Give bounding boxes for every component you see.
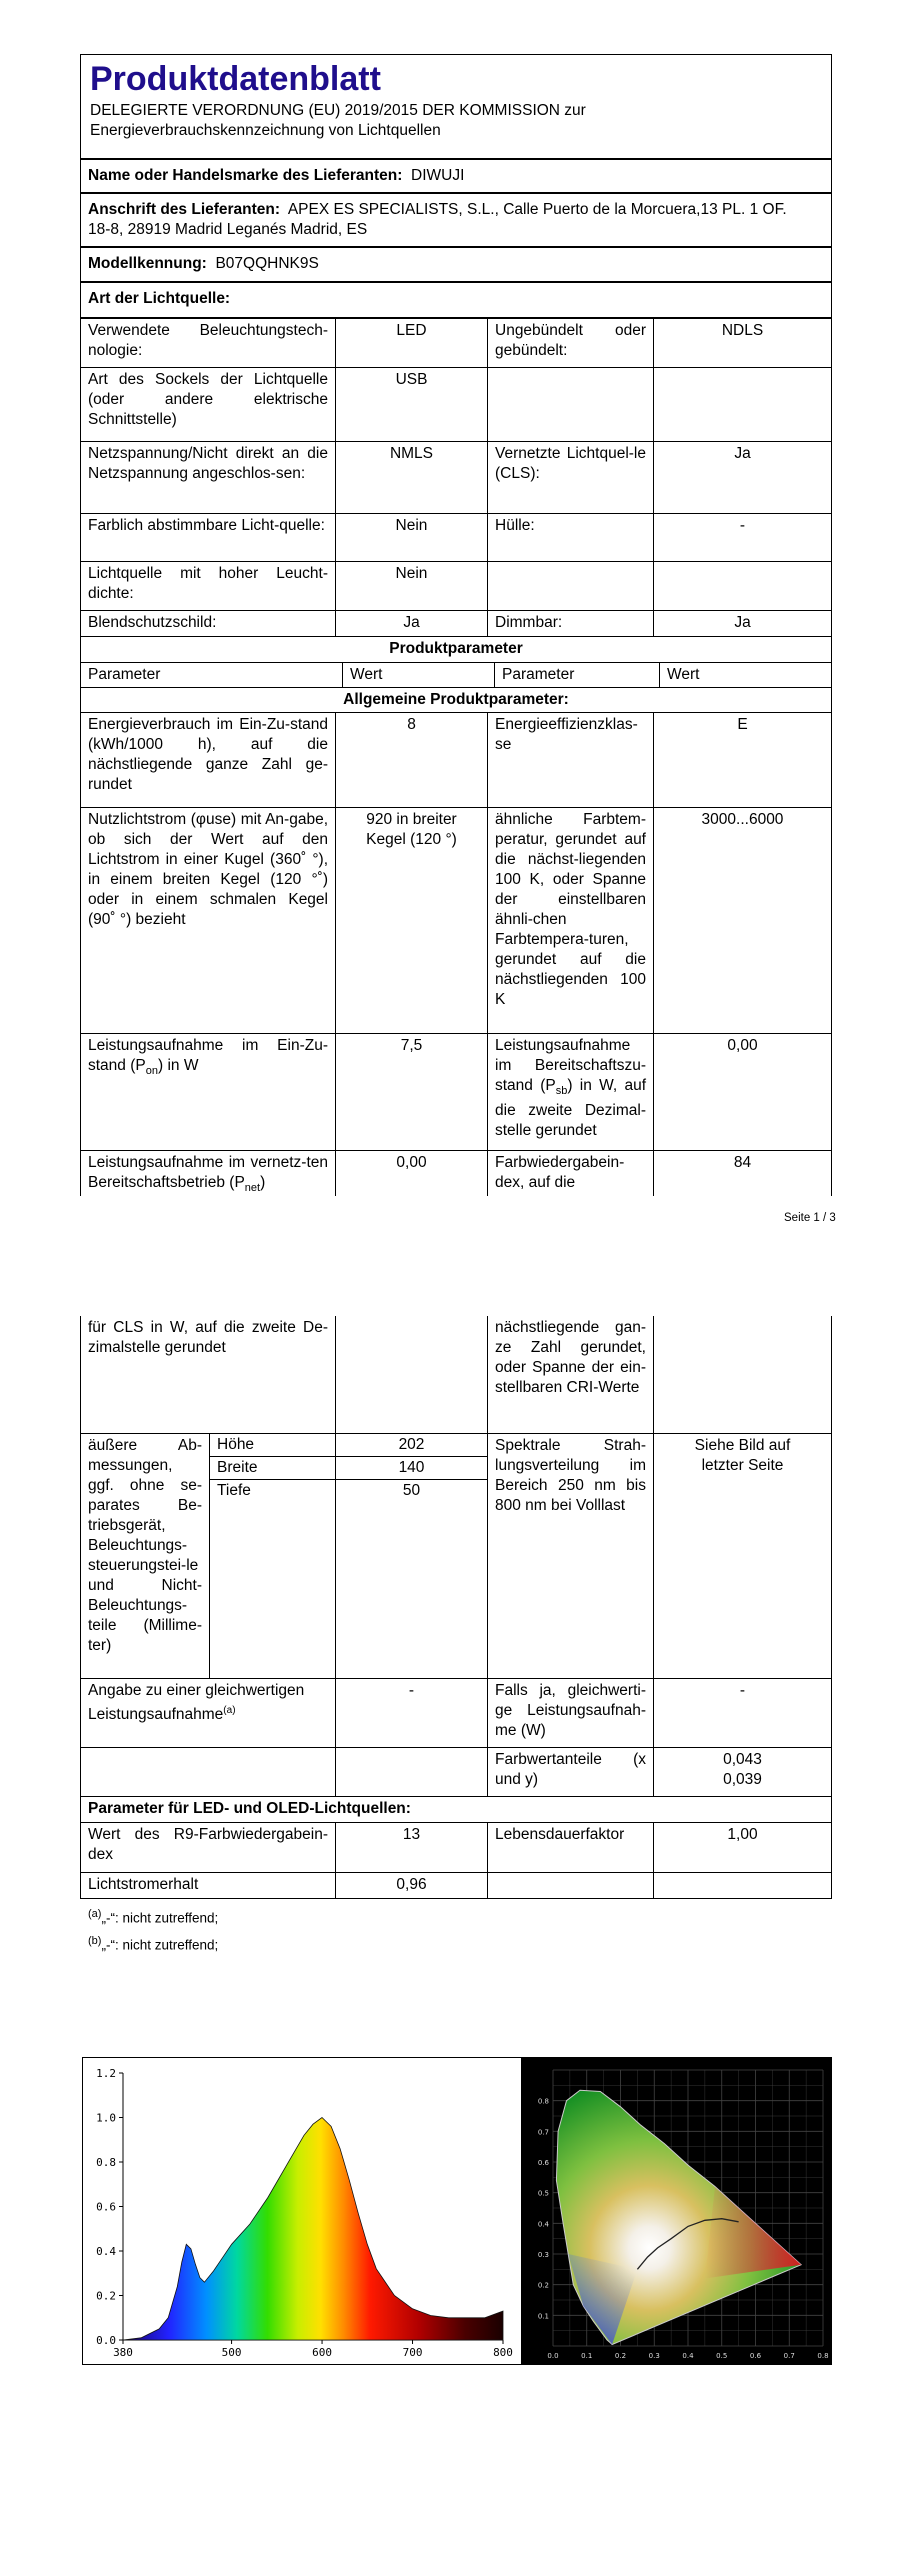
chromaticity-y: 0,039 <box>723 1771 762 1788</box>
cri-value-cont <box>653 1316 832 1434</box>
equivalent-watts-label: Falls ja, gleichwerti-ge Leistungsaufnah-me (W) <box>487 1678 654 1748</box>
model-value: B07QQHNK9S <box>215 255 319 272</box>
product-parameters-heading: Produktparameter <box>80 636 832 663</box>
cie-red-region <box>705 2187 801 2279</box>
cie-chart <box>523 2058 831 2364</box>
power-on-label-b: ) in W <box>157 1057 199 1074</box>
flux-value: 920 in breiter Kegel (120 °) <box>335 807 488 1034</box>
networked-standby-label-a: Leistungsaufnahme im vernetz-ten Bereitschaftsbetrieb (P <box>88 1154 328 1191</box>
r9-value: 13 <box>335 1822 488 1873</box>
cie-y-tick-label: 0.7 <box>537 2128 549 2137</box>
spectrum-y-tick-label: 0.2 <box>96 2289 116 2303</box>
dimmable-label: Dimmbar: <box>487 610 654 637</box>
footnote-b-marker: (b) <box>88 1935 102 1947</box>
cie-x-tick-label: 0.6 <box>749 2352 762 2360</box>
spectrum-y-tick-label: 0.0 <box>96 2334 116 2347</box>
cie-x-tick-label: 0.7 <box>783 2352 795 2360</box>
flux-label: Nutzlichtstrom (φuse) mit An-gabe, ob sich der Wert auf den Lichtstrom in einer Kugel (360˚ °), in einem breiten Kegel (120 °˚) oder in einem schmalen Kegel (90˚ °) bezieht <box>80 807 336 1034</box>
width-label: Breite <box>209 1456 336 1480</box>
high-luminance-label: Lichtquelle mit hoher Leucht-dichte: <box>80 561 336 611</box>
socket-empty-value <box>653 367 832 442</box>
spectrum-y-tick-label: 0.8 <box>96 2156 116 2169</box>
lumen-maintenance-value: 0,96 <box>335 1872 488 1899</box>
cct-value: 3000...6000 <box>653 807 832 1034</box>
power-on-label-a: Leistungsaufnahme im Ein-Zu-stand (P <box>88 1037 328 1074</box>
spectral-label: Spektrale Strah-lungsverteilung im Bereich 250 nm bis 800 nm bei Volllast <box>487 1433 654 1679</box>
lumen-empty-value <box>653 1872 832 1899</box>
col-header-value-2: Wert <box>659 662 832 688</box>
tech-label: Verwendete Beleuchtungstech-nologie: <box>80 318 336 368</box>
cie-x-ticks <box>547 2352 828 2360</box>
led-parameters-heading: Parameter für LED- und OLED-Lichtquellen: <box>80 1796 832 1823</box>
footnote-b <box>88 1932 218 1955</box>
equivalent-watts-value: - <box>653 1678 832 1748</box>
cie-x-tick-label: 0.1 <box>581 2352 593 2360</box>
spectrum-area <box>123 2118 503 2341</box>
high-luminance-empty-label <box>487 561 654 611</box>
r9-label: Wert des R9-Farbwiedergabein-dex <box>80 1822 336 1873</box>
survival-factor-value: 1,00 <box>653 1822 832 1873</box>
cie-y-tick-label: 0.8 <box>537 2097 549 2106</box>
high-luminance-value: Nein <box>335 561 488 611</box>
energy-class-value: E <box>653 712 832 808</box>
mains-value: NMLS <box>335 441 488 514</box>
spectral-value: Siehe Bild auf letzter Seite <box>653 1433 832 1679</box>
general-parameters-heading: Allgemeine Produktparameter: <box>80 687 832 713</box>
standby-label <box>487 1033 654 1151</box>
mains-label: Netzspannung/Nicht direkt an die Netzspannung angeschlos-sen: <box>80 441 336 514</box>
spectrum-chart-frame <box>82 2057 522 2365</box>
cie-chart-frame <box>522 2057 832 2365</box>
subtitle-line-2: Energieverbrauchskennzeichnung von Lichtquellen <box>90 122 441 139</box>
cie-y-tick-label: 0.1 <box>537 2312 549 2321</box>
networked-standby-label-cont: für CLS in W, auf die zweite De-zimalstelle gerundet <box>80 1316 336 1434</box>
spectrum-y-ticks <box>96 2067 123 2347</box>
footnote-a <box>88 1905 218 1928</box>
supplier-address-label: Anschrift des Lieferanten: <box>88 201 281 218</box>
power-on-label <box>80 1033 336 1151</box>
spectrum-y-tick-label: 1.2 <box>96 2067 116 2080</box>
supplier-address-value: APEX ES SPECIALISTS, S.L., Calle Puerto de la Morcuera,13 PL. 1 OF. <box>287 201 787 218</box>
power-on-value: 7,5 <box>335 1033 488 1151</box>
equivalent-power-label-text: Angabe zu einer gleichwertigen Leistungsaufnahme <box>88 1682 305 1724</box>
antiglare-label: Blendschutzschild: <box>80 610 336 637</box>
tunable-label: Farblich abstimmbare Licht-quelle: <box>80 513 336 562</box>
col-header-value-1: Wert <box>342 662 495 688</box>
chromaticity-value <box>653 1747 832 1797</box>
spectrum-x-tick-label: 700 <box>402 2346 423 2359</box>
col-header-param-1: Parameter <box>80 662 343 688</box>
standby-label-a: Leistungsaufnahme im Bereitschaftszu-stand (P <box>495 1037 646 1094</box>
spectrum-y-tick-label: 1.0 <box>96 2111 116 2125</box>
chromaticity-empty-label <box>80 1747 336 1797</box>
model-label: Modellkennung: <box>88 255 207 272</box>
spectrum-x-tick-label: 800 <box>493 2346 513 2359</box>
cct-label: ähnliche Farbtem-peratur, gerundet auf die nächst-liegenden 100 K, oder Spanne der einstellbaren ähnli-chen Farbtempera-turen, gerundet auf die nächstliegenden 100 K <box>487 807 654 1034</box>
equivalent-power-sup: (a) <box>223 1705 236 1716</box>
supplier-address-row <box>80 193 832 247</box>
cie-y-ticks <box>538 2098 550 2321</box>
standby-value: 0,00 <box>653 1033 832 1151</box>
header-block <box>80 54 832 159</box>
cie-y-tick-label: 0.2 <box>537 2281 549 2290</box>
envelope-label: Hülle: <box>487 513 654 562</box>
width-value: 140 <box>335 1456 488 1480</box>
energy-label: Energieverbrauch im Ein-Zu-stand (kWh/1000 h), auf die nächstliegende ganze Zahl ge-rundet <box>80 712 336 808</box>
socket-empty-label <box>487 367 654 442</box>
survival-factor-label: Lebensdauerfaktor <box>487 1822 654 1873</box>
spectrum-x-tick-label: 380 <box>113 2346 133 2359</box>
equivalent-power-label <box>80 1678 336 1748</box>
model-row <box>80 247 832 282</box>
depth-value: 50 <box>335 1479 488 1679</box>
spectrum-x-tick-label: 600 <box>312 2346 332 2359</box>
cie-x-tick-label: 0.4 <box>682 2352 694 2360</box>
spectrum-y-tick-label: 0.6 <box>96 2200 116 2214</box>
cie-y-tick-label: 0.6 <box>537 2159 549 2167</box>
cie-y-tick-label: 0.3 <box>537 2251 549 2259</box>
col-header-param-2: Parameter <box>494 662 660 688</box>
cri-value: 84 <box>653 1150 832 1196</box>
subtitle-line-1: DELEGIERTE VERORDNUNG (EU) 2019/2015 DER KOMMISSION zur <box>90 102 586 119</box>
cie-y-tick-label: 0.4 <box>537 2220 549 2229</box>
supplier-name-label: Name oder Handelsmarke des Lieferanten: <box>88 167 403 184</box>
cie-x-tick-label: 0.3 <box>648 2352 660 2360</box>
chromaticity-empty-value <box>335 1747 488 1797</box>
lumen-maintenance-label: Lichtstromerhalt <box>80 1872 336 1899</box>
equivalent-power-value: - <box>335 1678 488 1748</box>
height-label: Höhe <box>209 1433 336 1457</box>
cie-x-tick-label: 0.5 <box>716 2352 728 2360</box>
high-luminance-empty-value <box>653 561 832 611</box>
cri-label: Farbwiedergabein-dex, auf die <box>487 1150 654 1196</box>
cie-y-tick-label: 0.5 <box>537 2189 549 2198</box>
nondirectional-value: NDLS <box>653 318 832 368</box>
chromaticity-label: Farbwertanteile (x und y) <box>487 1747 654 1797</box>
networked-standby-label <box>80 1150 336 1196</box>
networked-standby-value: 0,00 <box>335 1150 488 1196</box>
cie-x-tick-label: 0.0 <box>547 2352 559 2360</box>
tech-value: LED <box>335 318 488 368</box>
footnote-a-marker: (a) <box>88 1908 102 1920</box>
spectrum-y-tick-label: 0.4 <box>96 2245 116 2258</box>
networked-standby-value-cont <box>335 1316 488 1434</box>
nondirectional-label: Ungebündelt oder gebündelt: <box>487 318 654 368</box>
page-1-footer: Seite 1 / 3 <box>784 1212 836 1224</box>
dimmable-value: Ja <box>653 610 832 637</box>
antiglare-value: Ja <box>335 610 488 637</box>
lumen-empty-label <box>487 1872 654 1899</box>
footnote-a-text: „-“: nicht zutreffend; <box>101 1910 219 1926</box>
cie-x-tick-label: 0.2 <box>614 2352 627 2360</box>
chromaticity-x: 0,043 <box>723 1751 762 1768</box>
connected-label: Vernetzte Lichtquel-le (CLS): <box>487 441 654 514</box>
spectrum-x-tick-label: 500 <box>221 2346 242 2359</box>
dimensions-label: äußere Ab-messungen, ggf. ohne se-parates Be-triebsgerät, Beleuchtungs-steuerungstei-le und Nicht-Beleuchtungs-teile (Millime-ter) <box>80 1433 210 1679</box>
supplier-name-row <box>80 159 832 193</box>
tunable-value: Nein <box>335 513 488 562</box>
networked-standby-sub: net <box>244 1182 261 1195</box>
page-title: Produktdatenblatt <box>90 60 381 98</box>
depth-label: Tiefe <box>209 1479 336 1679</box>
envelope-value: - <box>653 513 832 562</box>
standby-label-b: ) in W, auf die zweite Dezimal-stelle gerundet <box>495 1077 646 1140</box>
power-on-sub: on <box>145 1065 158 1078</box>
height-value: 202 <box>335 1433 488 1457</box>
energy-value: 8 <box>335 712 488 808</box>
connected-value: Ja <box>653 441 832 514</box>
networked-standby-label-b: ) <box>260 1174 266 1191</box>
socket-value: USB <box>335 367 488 442</box>
cie-x-tick-label: 0.8 <box>817 2352 829 2360</box>
light-source-type-heading: Art der Lichtquelle: <box>80 282 832 318</box>
energy-class-label: Energieeffizienzklas-se <box>487 712 654 808</box>
supplier-address-line2: 18-8, 28919 Madrid Leganés Madrid, ES <box>88 221 368 238</box>
footnote-b-text: „-“: nicht zutreffend; <box>101 1937 219 1953</box>
standby-sub: sb <box>555 1085 568 1098</box>
spectrum-chart <box>83 2058 521 2364</box>
socket-label: Art des Sockels der Lichtquelle (oder andere elektrische Schnittstelle) <box>80 367 336 442</box>
cri-label-cont: nächstliegende gan-ze Zahl gerundet, oder Spanne der ein-stellbaren CRI-Werte <box>487 1316 654 1434</box>
supplier-name-value: DIWUJI <box>411 167 465 184</box>
spectrum-x-ticks <box>113 2340 513 2359</box>
